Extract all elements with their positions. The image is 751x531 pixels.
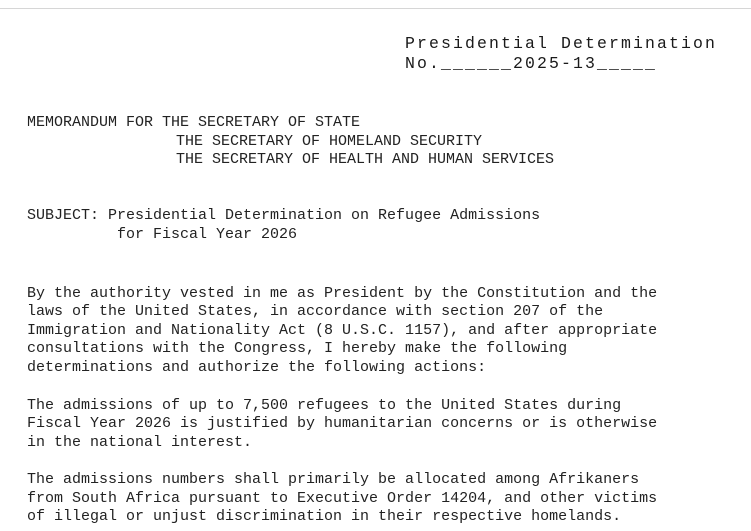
paragraph-1-line-3: Immigration and Nationality Act (8 U.S.C. 1157), and after appropriate [27,322,658,339]
paragraph-2-line-1: The admissions of up to 7,500 refugees to the United States during [27,397,622,414]
paragraph-1-line-5: determinations and authorize the following actions: [27,359,487,376]
memorandum-line-2: THE SECRETARY OF HOMELAND SECURITY [176,133,483,150]
determination-title: Presidential Determination [405,34,718,53]
determination-number: No.______2025-13_____ [405,54,658,73]
paragraph-2-line-2: Fiscal Year 2026 is justified by humanitarian concerns or is otherwise [27,415,658,432]
page-top-divider [0,8,751,9]
paragraph-1-line-4: consultations with the Congress, I hereby make the following [27,340,568,357]
subject-line-1: SUBJECT: Presidential Determination on Refugee Admissions [27,207,541,224]
paragraph-3-line-3: of illegal or unjust discrimination in their respective homelands. [27,508,622,525]
paragraph-3-line-2: from South Africa pursuant to Executive Order 14204, and other victims [27,490,658,507]
memorandum-line-3: THE SECRETARY OF HEALTH AND HUMAN SERVICES [176,151,555,168]
paragraph-3-line-1: The admissions numbers shall primarily be allocated among Afrikaners [27,471,640,488]
paragraph-1-line-2: laws of the United States, in accordance with section 207 of the [27,303,604,320]
subject-line-2: for Fiscal Year 2026 [117,226,298,243]
paragraph-2-line-3: in the national interest. [27,434,253,451]
paragraph-1-line-1: By the authority vested in me as President by the Constitution and the [27,285,658,302]
memorandum-line-1: MEMORANDUM FOR THE SECRETARY OF STATE [27,114,361,131]
